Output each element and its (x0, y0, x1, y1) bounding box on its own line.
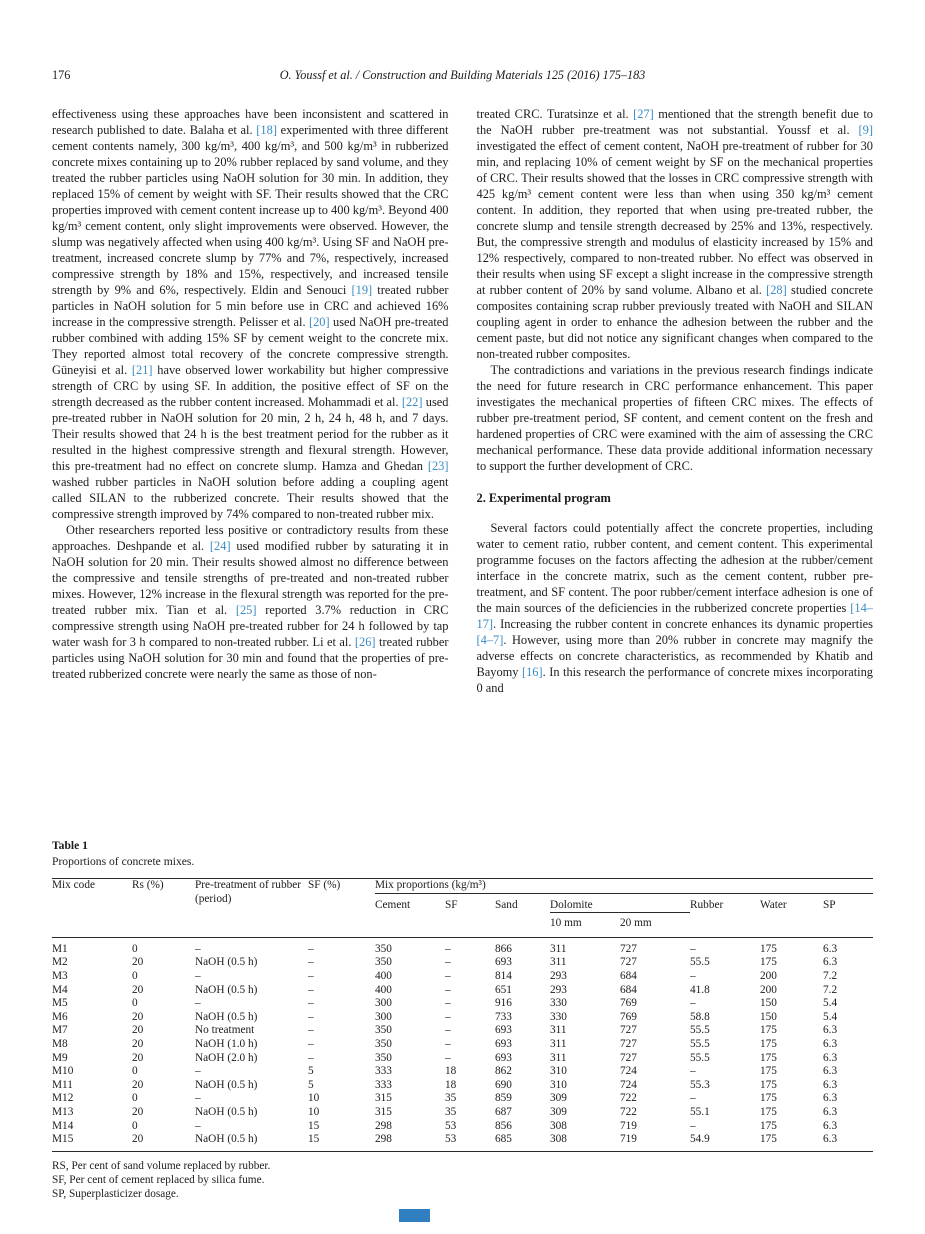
table-cell: 724 (620, 1078, 637, 1091)
table-cell: 651 (495, 983, 512, 996)
table-cell: 684 (620, 969, 637, 982)
table-cell: 733 (495, 1010, 512, 1023)
table-cell: M5 (52, 997, 68, 1010)
table-footnotes (52, 1159, 873, 1202)
table-cell: NaOH (0.5 h) (195, 1010, 258, 1023)
table-cell: – (308, 956, 314, 969)
table-cell: 175 (760, 1024, 777, 1037)
table-cell: NaOH (0.5 h) (195, 1105, 258, 1118)
col-header-cement: Cement (375, 898, 411, 911)
table-cell: 5 (308, 1078, 314, 1091)
table-cell: 350 (375, 956, 392, 969)
table-cell: 769 (620, 1010, 637, 1023)
col-header-sf-percent: SF (%) (308, 879, 341, 891)
table-row (52, 1133, 873, 1151)
table-cell: – (690, 937, 760, 956)
citation-link[interactable]: [20] (308, 315, 330, 329)
table-cell: 54.9 (690, 1133, 710, 1146)
table-row (52, 1106, 873, 1120)
table-cell: M8 (52, 1037, 68, 1050)
table-cell: NaOH (0.5 h) (195, 956, 258, 969)
citation-link[interactable]: [19] (351, 283, 373, 297)
table-cell: 330 (550, 997, 567, 1010)
table-cell: – (445, 937, 495, 956)
table-cell: – (690, 1092, 696, 1105)
table-cell: 310 (550, 1078, 567, 1091)
table-cell: 690 (495, 1078, 512, 1091)
table-cell: 719 (620, 1119, 637, 1132)
table-row (52, 984, 873, 998)
table-cell: 0 (132, 997, 138, 1010)
table-cell: 687 (495, 1105, 512, 1118)
table-cell: 333 (375, 1065, 392, 1078)
table-cell: 20 (132, 1051, 144, 1064)
table-cell: 862 (495, 1065, 512, 1078)
table-cell: 20 (132, 1024, 144, 1037)
table-cell: – (308, 983, 314, 996)
table-cell: M14 (52, 1119, 74, 1132)
table-cell: 18 (445, 1065, 457, 1078)
body-columns (52, 106, 873, 821)
col-header-pretreatment: Pre-treatment of rubber (period) (195, 879, 302, 905)
table-cell: 311 (550, 937, 620, 956)
table-cell: – (195, 1119, 201, 1132)
table-cell: 722 (620, 1105, 637, 1118)
table-cell: 722 (620, 1092, 637, 1105)
table-row (52, 937, 873, 956)
table-cell: M4 (52, 983, 68, 996)
table-cell: 53 (445, 1133, 457, 1146)
table-cell: – (308, 1024, 314, 1037)
table-cell: – (690, 1119, 696, 1132)
table-cell: 15 (308, 1119, 320, 1132)
table-cell: 55.5 (690, 1024, 710, 1037)
table-cell: 769 (620, 997, 637, 1010)
table-cell: 20 (132, 1037, 144, 1050)
table-cell: 400 (375, 983, 392, 996)
citation-link[interactable]: [27] (633, 107, 654, 121)
table-cell: – (445, 956, 451, 969)
running-header (52, 68, 873, 84)
table-cell: NaOH (0.5 h) (195, 1078, 258, 1091)
citation-link[interactable]: [23] (427, 459, 449, 473)
col-header-rs: Rs (%) (132, 879, 164, 891)
table-header (52, 879, 873, 938)
table-row (52, 1024, 873, 1038)
table-cell: 724 (620, 1065, 637, 1078)
table-cell: 6.3 (823, 937, 873, 956)
col-header-20mm: 20 mm (620, 917, 652, 930)
table-cell: – (308, 1051, 314, 1064)
table-cell: 175 (760, 956, 777, 969)
table-cell: 311 (550, 956, 567, 969)
table-cell: 6.3 (823, 1037, 838, 1050)
paragraph: Several factors could potentially affect the concrete properties, including water to cement ratio, rubber content, and cement content. This experimental programme focuses on the factors affecting the adhesion at the rubber/cement interface in the concrete matrix, such as the cement content, rubber pre-treatment, and SF content. The poor rubber/cement interface adhesion is one of the main sources of the deficiencies in the rubberized concrete properties [14–17]. Increasing the rubber content in concrete enhances its dynamic properties [4–7]. However, using more than 20% rubber in concrete may magnify the adverse effects on concrete characteristics, as recommended by Khatib and Bayomy [16]. In this research the performance of concrete mixes incorporating 0 and (476, 521, 873, 695)
citation-link[interactable]: [14–17] (476, 601, 873, 631)
table-cell: M3 (52, 969, 68, 982)
table-cell: 200 (760, 983, 777, 996)
table-cell: 308 (550, 1133, 567, 1146)
table-cell: NaOH (2.0 h) (195, 1051, 258, 1064)
table-cell: 727 (620, 1037, 637, 1050)
table-cell: 18 (445, 1078, 457, 1091)
table-cell: 308 (550, 1119, 567, 1132)
table-cell: NaOH (0.5 h) (195, 983, 258, 996)
table-cell: 350 (375, 1024, 392, 1037)
table-cell: – (308, 1037, 314, 1050)
table-cell: 175 (760, 1065, 777, 1078)
table-cell: 35 (445, 1105, 457, 1118)
table-cell: 150 (760, 1010, 777, 1023)
table-cell: 175 (760, 1119, 777, 1132)
table-cell: 685 (495, 1133, 512, 1146)
table-cell: 7.2 (823, 969, 838, 982)
table-cell: 859 (495, 1092, 512, 1105)
table-cell: 727 (620, 956, 637, 969)
paragraph: treated CRC. Turatsinze et al. [27] mentioned that the strength benefit due to the NaOH rubber pre-treatment was not substantial. Youssf et al. [9] investigated the effect of cement content, NaOH pre-treatment of rubber for 30 min, and replacing 10% of cement weight by SF on the mechanical properties of CRC. Their results showed that the losses in CRC compressive strength with 425 kg/m³ cement content were less than when using 350 kg/m³ cement content. In addition, they reported that when using pre-treated rubber, the concrete slump and tensile strength decreased by 25% and 13%, respectively. But, the compressive strength and modulus of elasticity increased by 15% and 12% respectively, compared to non-treated rubber. No effect was observed in their results when using SF except a slight increase in the compressive strength at rubber content of 20% by sand volume. Albano et al. [28] studied concrete composites containing scrap rubber previously treated with NaOH and SILAN coupling agent in order to enhance the adhesion between the rubber and the cement paste, but did not notice any significant changes when compared to the non-treated rubber composites. (476, 107, 873, 361)
citation-link[interactable]: [18] (256, 123, 277, 137)
table-cell: 20 (132, 956, 144, 969)
table-cell: – (308, 969, 314, 982)
table-cell: 293 (550, 969, 567, 982)
table-cell: 311 (550, 1051, 567, 1064)
table-cell: – (195, 997, 201, 1010)
table-cell: 175 (760, 937, 823, 956)
table-cell: – (308, 1010, 314, 1023)
table-cell: 315 (375, 1092, 392, 1105)
page-number: 176 (52, 68, 71, 82)
table-cell: 55.5 (690, 1051, 710, 1064)
table-cell: 0 (132, 1119, 138, 1132)
table-cell: 310 (550, 1065, 567, 1078)
table-body (52, 937, 873, 1151)
table-cell: 719 (620, 1133, 637, 1146)
table-cell: 309 (550, 1105, 567, 1118)
table-cell: 10 (308, 1092, 320, 1105)
table-cell: 298 (375, 1133, 392, 1146)
table-cell: 41.8 (690, 983, 710, 996)
table-row (52, 1065, 873, 1079)
table-cell: 0 (132, 969, 138, 982)
citation-link[interactable]: [16] (521, 665, 543, 679)
table-cell: 0 (132, 1065, 138, 1078)
table-cell: 309 (550, 1092, 567, 1105)
table-cell: 350 (375, 1037, 392, 1050)
table-section (52, 839, 873, 1201)
table-cell: 0 (132, 1092, 138, 1105)
table-cell: M15 (52, 1133, 74, 1146)
table-cell: 315 (375, 1105, 392, 1118)
table-cell: 55.3 (690, 1078, 710, 1091)
table-cell: 693 (495, 1024, 512, 1037)
table-cell: M7 (52, 1024, 68, 1037)
table-cell: 300 (375, 1010, 392, 1023)
table-cell: 15 (308, 1133, 320, 1146)
bottom-accent-bar (399, 1209, 430, 1222)
citation-link[interactable]: [4–7] (476, 633, 504, 647)
table-cell: – (445, 1037, 451, 1050)
table-cell: 58.8 (690, 1010, 710, 1023)
table-row (52, 1011, 873, 1025)
table-cell: 20 (132, 1105, 144, 1118)
table-cell: 866 (495, 937, 550, 956)
table-cell: – (195, 1092, 201, 1105)
table-cell: 6.3 (823, 1133, 838, 1146)
col-header-dolomite: Dolomite (550, 893, 690, 913)
table-cell: 350 (375, 1051, 392, 1064)
table-cell: 20 (132, 1078, 144, 1091)
table-row (52, 956, 873, 970)
table-cell: 175 (760, 1133, 777, 1146)
table-cell: M1 (52, 937, 132, 956)
table-row (52, 1079, 873, 1093)
table-cell: M2 (52, 956, 68, 969)
citation-link[interactable]: [26] (354, 635, 376, 649)
table-row (52, 970, 873, 984)
table-cell: – (308, 937, 375, 956)
table-row (52, 1052, 873, 1066)
table-cell: 35 (445, 1092, 457, 1105)
table-cell: 175 (760, 1037, 777, 1050)
table-row (52, 1092, 873, 1106)
table-cell: 6.3 (823, 1092, 838, 1105)
citation-link[interactable]: [22] (401, 395, 423, 409)
table-cell: 727 (620, 1051, 637, 1064)
table-cell: 293 (550, 983, 567, 996)
table-cell: 7.2 (823, 983, 838, 996)
table-cell: 175 (760, 1105, 777, 1118)
table-cell: – (690, 969, 696, 982)
table-cell: 20 (132, 1010, 144, 1023)
table-cell: 350 (375, 937, 445, 956)
table-cell: 298 (375, 1119, 392, 1132)
table-cell: – (195, 969, 201, 982)
table-cell: – (445, 1010, 451, 1023)
col-header-sand: Sand (495, 898, 518, 911)
table-cell: 10 (308, 1105, 320, 1118)
table-cell: 814 (495, 969, 512, 982)
mix-proportions-table (52, 878, 873, 1152)
citation-link[interactable]: [28] (766, 283, 787, 297)
table-cell: 6.3 (823, 1024, 838, 1037)
table-cell: 20 (132, 1133, 144, 1146)
table-cell: 6.3 (823, 956, 838, 969)
table-cell: 856 (495, 1119, 512, 1132)
table-cell: 693 (495, 1051, 512, 1064)
table-cell: – (445, 983, 451, 996)
table-row (52, 1120, 873, 1134)
table-cell: No treatment (195, 1024, 255, 1037)
table-cell: – (445, 969, 451, 982)
citation-link[interactable]: [9] (858, 123, 873, 137)
col-header-10mm: 10 mm (550, 917, 582, 930)
table-cell: 330 (550, 1010, 567, 1023)
table-cell: 6.3 (823, 1065, 838, 1078)
table-cell: – (195, 937, 308, 956)
table-cell: – (445, 1024, 451, 1037)
paragraph: effectiveness using these approaches have been inconsistent and scattered in research published to date. Balaha et al. [18] experimented with three different cement contents namely, 300 kg/m³, 400 kg/m³, and 500 kg/m³ in rubberized concrete mixes containing up to 20% rubber replaced by sand volume, and they treated the rubber particles using NaOH solution for 30 min. In addition, they replaced 15% of cement by weight with SF. Their results showed that the CRC properties improved with cement content increase up to 400 kg/m³. Beyond 400 kg/m³ cement content, only slight improvements were observed. However, the slump was negatively affected when using 400 kg/m³. Using SF and NaOH pre-treatment, increased concrete slump by 77% and 7%, respectively, increased compressive strength by 18% and 15%, respectively, and increased tensile strength by 9% and 6%, respectively. Eldin and Senouci [19] treated rubber particles in NaOH solution for 5 min before use in CRC and achieved 16% increase in the compressive strength. Pelisser et al. [20] used NaOH pre-treated rubber combined with adding 15% SF by cement weight to the concrete mix. They reported almost total recovery of the concrete compressive strength. Güneyisi et al. [21] have observed lower workability but higher compressive strength of CRC by using SF. In addition, the positive effect of SF on the strength decreased as the rubber content increased. Mohammadi et al. [22] used pre-treated rubber in NaOH solution for 20 min, 2 h, 24 h, 48 h, and 7 days. Their results showed that 24 h is the best treatment period for the rubber as it resulted in the highest compressive strength and flexural strength. However, this pre-treatment had no effect on concrete slump. Hamza and Ghedan [23] washed rubber particles in NaOH solution before adding a coupling agent called SILAN to the rubberized concrete. Their results showed that the compressive strength improved by 74% compared to non-treated rubber mix. (52, 107, 449, 521)
table-cell: 6.3 (823, 1119, 838, 1132)
table-label: Table 1 (52, 839, 88, 852)
table-cell: 55.5 (690, 1037, 710, 1050)
col-header-mix-code: Mix code (52, 879, 95, 891)
table-footnote: SP, Superplasticizer dosage. (52, 1188, 179, 1201)
table-cell: 55.1 (690, 1105, 710, 1118)
col-header-sp: SP (823, 898, 836, 911)
table-cell: M13 (52, 1105, 74, 1118)
citation-link[interactable]: [24] (209, 539, 231, 553)
table-cell: 311 (550, 1037, 567, 1050)
running-title: O. Youssf et al. / Construction and Building Materials 125 (2016) 175–183 (279, 68, 646, 82)
paragraph: The contradictions and variations in the previous research findings indicate the need for future research in CRC performance enhancement. This paper investigates the mechanical properties of fifteen CRC mixes. The effects of rubber pre-treatment period, SF content, and cement content on the fresh and hardened properties of CRC were examined with the aim of assessing the CRC mechanical performance. These data provide additional information necessary to support the further development of CRC. (476, 363, 873, 473)
col-header-mix-proportions: Mix proportions (kg/m³) (375, 879, 873, 894)
table-cell: 333 (375, 1078, 392, 1091)
table-cell: 693 (495, 1037, 512, 1050)
table-cell: – (445, 1051, 451, 1064)
table-cell: M9 (52, 1051, 68, 1064)
table-cell: 6.3 (823, 1078, 838, 1091)
table-row (52, 1038, 873, 1052)
table-cell: 150 (760, 997, 777, 1010)
table-cell: 727 (620, 937, 690, 956)
table-cell: 53 (445, 1119, 457, 1132)
table-cell: 684 (620, 983, 637, 996)
table-cell: 20 (132, 983, 144, 996)
column-left (52, 106, 449, 821)
table-cell: 6.3 (823, 1051, 838, 1064)
table-cell: 55.5 (690, 956, 710, 969)
table-cell: 311 (550, 1024, 567, 1037)
paragraph: Other researchers reported less positive or contradictory results from these approaches. Deshpande et al. [24] used modified rubber by saturating it in NaOH solution for 20 min. Their results showed almost no difference between the compressive and tensile strengths of pre-treated and non-treated rubber mixes. However, 12% increase in the flexural strength was reported for the pre-treated rubber mix. Tian et al. [25] reported 3.7% reduction in CRC compressive strength using NaOH pre-treated rubber for 24 h followed by tap water wash for 3 h compared to non-treated rubber. Li et al. [26] treated rubber particles using NaOH solution for 30 min and found that the properties of pre-treated rubberized concrete were nearly the same as those of non- (52, 523, 449, 681)
citation-link[interactable]: [25] (235, 603, 257, 617)
table-cell: M12 (52, 1092, 74, 1105)
table-cell: 6.3 (823, 1105, 838, 1118)
table-cell: NaOH (0.5 h) (195, 1133, 258, 1146)
table-cell: NaOH (1.0 h) (195, 1037, 258, 1050)
table-cell: – (445, 997, 451, 1010)
col-header-rubber: Rubber (690, 898, 724, 911)
table-cell: 5 (308, 1065, 314, 1078)
table-cell: 727 (620, 1024, 637, 1037)
table-footnote: SF, Per cent of cement replaced by silica fume. (52, 1173, 265, 1186)
table-cell: M6 (52, 1010, 68, 1023)
table-cell: M11 (52, 1078, 73, 1091)
table-cell: 400 (375, 969, 392, 982)
table-cell: 5.4 (823, 1010, 838, 1023)
table-cell: – (308, 997, 314, 1010)
col-header-water: Water (760, 898, 787, 911)
table-cell: 300 (375, 997, 392, 1010)
table-cell: 175 (760, 1092, 777, 1105)
column-right (477, 106, 874, 821)
table-caption: Proportions of concrete mixes. (52, 855, 195, 868)
table-footnote: RS, Per cent of sand volume replaced by rubber. (52, 1159, 271, 1172)
table-cell: 5.4 (823, 997, 838, 1010)
table-cell: 916 (495, 997, 512, 1010)
section-heading: 2. Experimental program (476, 491, 611, 505)
table-row (52, 997, 873, 1011)
col-header-sf: SF (445, 898, 458, 911)
table-cell: 200 (760, 969, 777, 982)
table-cell: M10 (52, 1065, 74, 1078)
table-cell: – (690, 1065, 696, 1078)
table-cell: 175 (760, 1051, 777, 1064)
table-cell: – (690, 997, 696, 1010)
table-cell: – (195, 1065, 201, 1078)
table-cell: 693 (495, 956, 512, 969)
page-content (52, 0, 873, 1201)
table-cell: 175 (760, 1078, 777, 1091)
citation-link[interactable]: [21] (131, 363, 153, 377)
table-cell: 0 (132, 937, 195, 956)
